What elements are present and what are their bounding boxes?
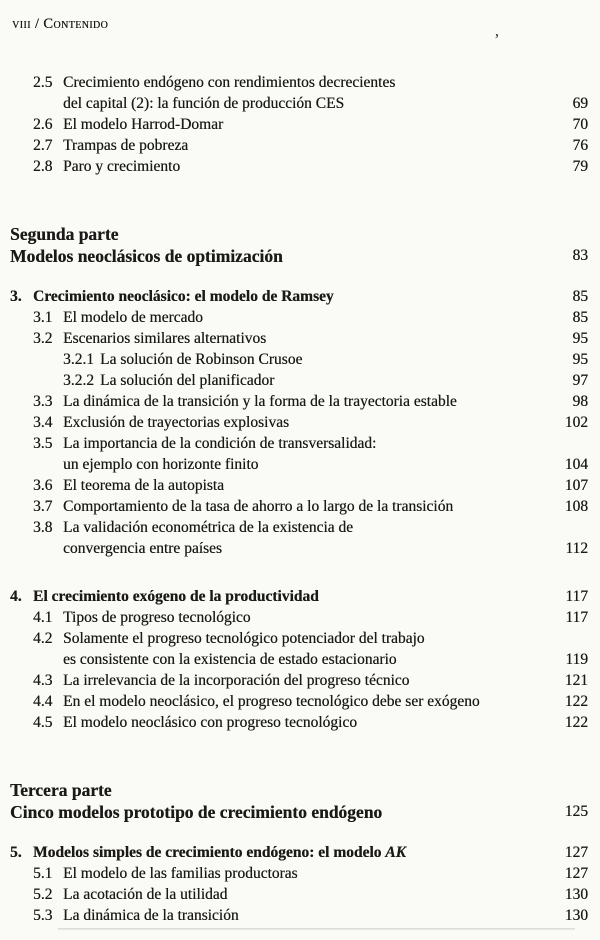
entry-line-text: Paro y crecimiento <box>63 158 181 175</box>
entry-line <box>63 135 554 156</box>
toc-entry <box>10 691 588 712</box>
entry-page-number: 112 <box>565 540 588 557</box>
entry-line-text: un ejemplo con horizonte finito <box>63 456 259 473</box>
entry-number: 2.7 <box>33 137 53 154</box>
entry-line <box>63 884 554 905</box>
entry-line <box>63 670 554 691</box>
entry-page-number: 119 <box>565 651 588 668</box>
toc-entry <box>10 223 588 267</box>
entry-title <box>63 607 554 628</box>
entry-line-text: La validación econométrica de la existencia de <box>63 519 354 536</box>
entry-line-text: Segunda parte <box>10 224 119 244</box>
entry-line-text: El modelo de mercado <box>63 309 203 326</box>
entry-title-italic: AK <box>385 844 406 861</box>
entry-number: 3. <box>10 288 22 305</box>
entry-line-text: convergencia entre países <box>63 540 222 557</box>
toc-entry <box>10 475 588 496</box>
entry-number: 2.8 <box>33 158 53 175</box>
entry-title <box>63 884 554 905</box>
entry-title <box>63 135 554 156</box>
entry-number: 3.8 <box>33 519 53 536</box>
toc-entry <box>10 72 588 114</box>
entry-line <box>63 905 554 926</box>
entry-title <box>63 391 554 412</box>
page-number-roman: viii <box>12 16 31 32</box>
entry-title <box>63 156 554 177</box>
entry-title <box>63 307 554 328</box>
entry-page-number: 108 <box>564 498 588 515</box>
toc-entry <box>10 517 588 559</box>
toc-entry <box>10 863 588 884</box>
entry-page-number: 122 <box>564 714 588 731</box>
entry-number: 3.2.2 <box>63 372 94 389</box>
toc-entry <box>10 328 588 349</box>
entry-line-text: El modelo Harrod-Domar <box>63 116 224 133</box>
entry-title <box>63 412 554 433</box>
toc-entry <box>10 349 588 370</box>
toc-entry <box>10 670 588 691</box>
toc-entry <box>10 286 588 307</box>
entry-title <box>63 670 554 691</box>
entry-line <box>63 72 554 93</box>
toc-entry <box>10 433 588 475</box>
entry-line <box>63 114 554 135</box>
entry-number: 5.3 <box>33 907 53 924</box>
entry-title <box>63 905 554 926</box>
entry-page-number: 117 <box>565 609 588 626</box>
entry-line-text: La acotación de la utilidad <box>63 886 228 903</box>
toc-entry <box>10 135 588 156</box>
entry-title <box>63 433 554 475</box>
entry-line-text: El modelo de las familias productoras <box>63 865 298 882</box>
entry-page-number: 69 <box>572 95 588 112</box>
entry-page-number: 79 <box>572 158 588 175</box>
entry-line <box>33 586 554 607</box>
entry-number: 3.7 <box>33 498 53 515</box>
entry-line <box>100 370 554 391</box>
entry-line-text: Modelos simples de crecimiento endógeno: el modelo <box>33 844 386 861</box>
entry-number: 3.2.1 <box>63 351 94 368</box>
entry-line <box>63 93 554 114</box>
entry-number: 2.6 <box>33 116 53 133</box>
entry-line-text: Comportamiento de la tasa de ahorro a lo largo de la transición <box>63 498 454 515</box>
entry-number: 4.3 <box>33 672 53 689</box>
entry-line-text: Cinco modelos prototipo de crecimiento endógeno <box>10 802 383 822</box>
entry-title <box>33 842 554 863</box>
entry-line-text: Crecimiento neoclásico: el modelo de Ramsey <box>33 288 334 305</box>
entry-page-number: 127 <box>564 844 588 861</box>
entry-number: 3.1 <box>33 309 53 326</box>
entry-page-number: 125 <box>564 803 588 820</box>
entry-line <box>10 801 554 823</box>
entry-page-number: 85 <box>572 288 588 305</box>
entry-page-number: 121 <box>564 672 588 689</box>
entry-line-text: La solución de Robinson Crusoe <box>100 351 303 368</box>
page-header <box>12 16 108 33</box>
table-of-contents <box>0 72 600 926</box>
entry-page-number: 95 <box>572 330 588 347</box>
entry-title <box>63 72 554 114</box>
entry-page-number: 127 <box>564 865 588 882</box>
entry-title <box>63 496 554 517</box>
entry-page-number: 122 <box>564 693 588 710</box>
entry-page-number: 83 <box>572 247 588 264</box>
toc-entry <box>10 307 588 328</box>
entry-line-text: Modelos neoclásicos de optimización <box>10 246 283 266</box>
entry-title <box>33 586 554 607</box>
entry-title <box>100 349 554 370</box>
toc-entry <box>10 156 588 177</box>
entry-line <box>33 286 554 307</box>
entry-page-number: 107 <box>564 477 588 494</box>
entry-line-text: Crecimiento endógeno con rendimientos decrecientes <box>63 74 396 91</box>
toc-entry <box>10 842 588 863</box>
entry-title <box>63 114 554 135</box>
toc-entry <box>10 905 588 926</box>
entry-line <box>63 607 554 628</box>
entry-line <box>63 412 554 433</box>
entry-line-text: El crecimiento exógeno de la productividad <box>33 588 319 605</box>
toc-entry <box>10 370 588 391</box>
entry-page-number: 117 <box>565 588 588 605</box>
entry-title <box>63 628 554 670</box>
entry-line <box>63 649 554 670</box>
toc-entry <box>10 114 588 135</box>
entry-page-number: 95 <box>572 351 588 368</box>
toc-entry <box>10 712 588 733</box>
entry-line-text: La dinámica de la transición y la forma de la trayectoria estable <box>63 393 457 410</box>
entry-page-number: 130 <box>564 886 588 903</box>
entry-number: 4.1 <box>33 609 53 626</box>
entry-line <box>63 628 554 649</box>
toc-entry <box>10 607 588 628</box>
entry-number: 3.2 <box>33 330 53 347</box>
scan-artifact-mark: ’ <box>494 30 500 49</box>
toc-entry <box>10 586 588 607</box>
entry-line-text: del capital (2): la función de producción CES <box>63 95 345 112</box>
entry-title <box>100 370 554 391</box>
entry-number: 4. <box>10 588 22 605</box>
entry-title <box>63 691 554 712</box>
toc-entry <box>10 496 588 517</box>
entry-title <box>63 517 554 559</box>
entry-line <box>63 433 554 454</box>
entry-line-text: Exclusión de trayectorias explosivas <box>63 414 289 431</box>
entry-title <box>10 779 554 823</box>
entry-title <box>33 286 554 307</box>
entry-number: 5.1 <box>33 865 53 882</box>
entry-line-text: La dinámica de la transición <box>63 907 239 924</box>
entry-number: 5. <box>10 844 22 861</box>
entry-number: 3.6 <box>33 477 53 494</box>
entry-line <box>10 223 554 245</box>
entry-line-text: El teorema de la autopista <box>63 477 224 494</box>
entry-number: 3.4 <box>33 414 53 431</box>
entry-line-text: Solamente el progreso tecnológico potenciador del trabajo <box>63 630 425 647</box>
entry-page-number: 70 <box>572 116 588 133</box>
entry-line-text: El modelo neoclásico con progreso tecnológico <box>63 714 357 731</box>
entry-title <box>63 328 554 349</box>
entry-page-number: 76 <box>572 137 588 154</box>
page-edge-artifact <box>58 928 575 929</box>
toc-entry <box>10 779 588 823</box>
entry-title <box>10 223 554 267</box>
entry-number: 2.5 <box>33 74 53 91</box>
entry-title <box>63 712 554 733</box>
entry-line <box>63 156 554 177</box>
entry-line-text: La irrelevancia de la incorporación del progreso técnico <box>63 672 410 689</box>
entry-line-text: En el modelo neoclásico, el progreso tecnológico debe ser exógeno <box>63 693 480 710</box>
toc-entry <box>10 884 588 905</box>
header-separator: / <box>34 16 40 32</box>
header-title: Contenido <box>43 16 109 32</box>
entry-line <box>100 349 554 370</box>
entry-line <box>63 475 554 496</box>
entry-number: 3.3 <box>33 393 53 410</box>
entry-line <box>63 454 554 475</box>
entry-line <box>63 328 554 349</box>
entry-number: 4.4 <box>33 693 53 710</box>
entry-number: 3.5 <box>33 435 53 452</box>
entry-line-text: La solución del planificador <box>100 372 275 389</box>
entry-line <box>33 842 554 863</box>
toc-entry <box>10 391 588 412</box>
entry-line <box>63 538 554 559</box>
entry-line-text: Trampas de pobreza <box>63 137 189 154</box>
entry-line-text: Tercera parte <box>10 780 112 800</box>
entry-page-number: 85 <box>572 309 588 326</box>
entry-line-text: Escenarios similares alternativos <box>63 330 267 347</box>
entry-number: 4.5 <box>33 714 53 731</box>
entry-line-text: Tipos de progreso tecnológico <box>63 609 251 626</box>
entry-line-text: es consistente con la existencia de estado estacionario <box>63 651 397 668</box>
entry-line <box>63 863 554 884</box>
entry-line <box>63 517 554 538</box>
entry-line <box>10 245 554 267</box>
entry-line <box>63 712 554 733</box>
entry-title <box>63 863 554 884</box>
entry-page-number: 104 <box>564 456 588 473</box>
entry-line <box>63 391 554 412</box>
entry-line-text: La importancia de la condición de transversalidad: <box>63 435 377 452</box>
entry-page-number: 98 <box>572 393 588 410</box>
entry-page-number: 97 <box>572 372 588 389</box>
entry-number: 5.2 <box>33 886 53 903</box>
entry-line <box>10 779 554 801</box>
toc-entry <box>10 628 588 670</box>
entry-number: 4.2 <box>33 630 53 647</box>
entry-line <box>63 307 554 328</box>
toc-entry <box>10 412 588 433</box>
entry-line <box>63 691 554 712</box>
entry-page-number: 130 <box>564 907 588 924</box>
entry-title <box>63 475 554 496</box>
entry-line <box>63 496 554 517</box>
entry-page-number: 102 <box>564 414 588 431</box>
